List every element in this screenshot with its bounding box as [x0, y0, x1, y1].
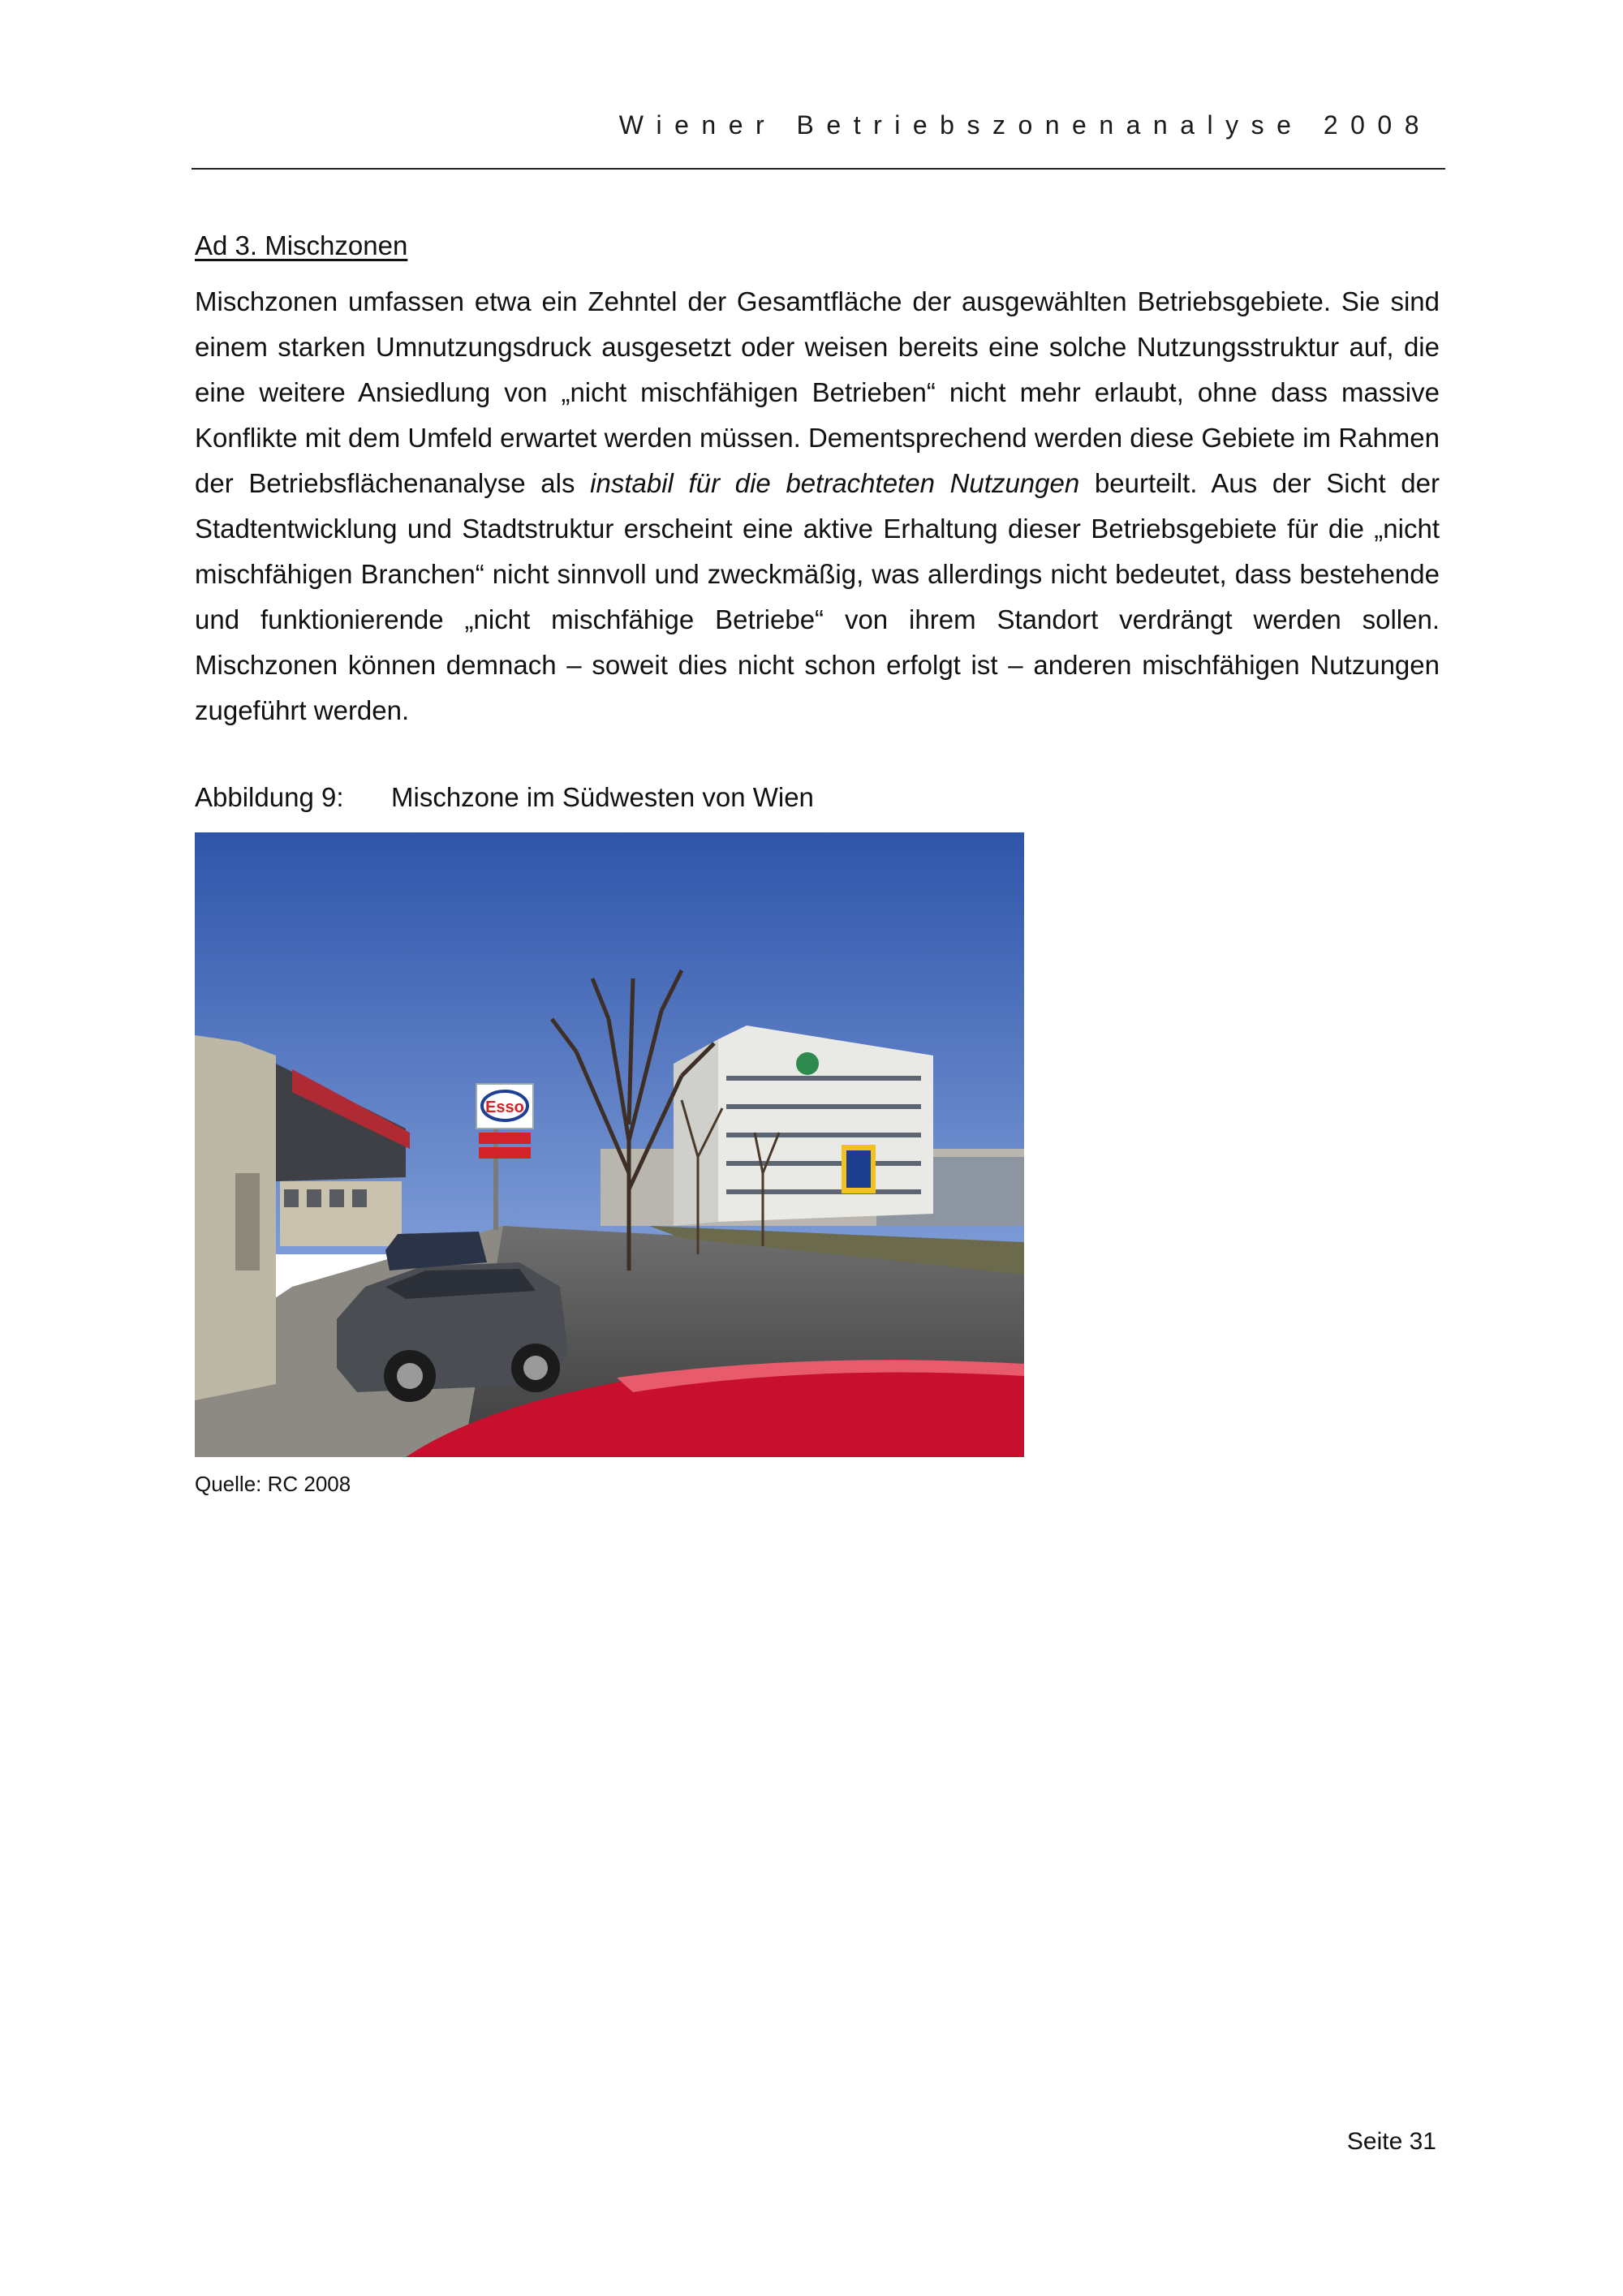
body-text-italic: instabil für die betrachteten Nutzungen	[590, 468, 1080, 498]
figure-label: Abbildung 9:	[195, 782, 344, 812]
section-heading: Ad 3. Mischzonen	[195, 230, 408, 260]
running-header: Wiener Betriebszonenanalyse 2008	[618, 110, 1431, 140]
body-paragraph	[195, 279, 1440, 733]
figure-source: Quelle: RC 2008	[195, 1472, 351, 1496]
body-text-part-1: Mischzonen umfassen etwa ein Zehntel der Gesamtfläche der ausgewählten Betriebsgebiete. Sie sind einem starken Umnutzungsdruck ausgesetzt oder weisen bereits eine solche Nutzungsstruktur auf, die eine weitere Ansiedlung von „nicht mischfähigen Betrieben“ nicht mehr erlaubt, ohne dass massive Konflikte mit dem Umfeld erwartet werden müssen. Dementsprechend werden diese Gebiete im Rahmen der Betriebsflächenanalyse als	[195, 286, 1440, 498]
page-number: Seite 31	[1346, 2128, 1436, 2155]
figure-caption	[195, 782, 814, 813]
street-photo	[195, 832, 1024, 1457]
body-text-part-2: beurteilt. Aus der Sicht der Stadtentwicklung und Stadtstruktur erscheint eine aktive Erhaltung dieser Betriebsgebiete für die „nicht mischfähigen Branchen“ nicht sinnvoll und zweckmäßig, was allerdings nicht bedeutet, dass bestehende und funktionierende „nicht mischfähige Betriebe“ von ihrem Standort verdrängt werden sollen. Mischzonen können demnach – soweit dies nicht schon erfolgt ist – anderen mischfähigen Nutzungen zugeführt werden.	[195, 468, 1440, 725]
figure-title: Mischzone im Südwesten von Wien	[391, 782, 814, 812]
header-divider	[192, 168, 1445, 170]
esso-logo-text: Esso	[485, 1099, 524, 1116]
